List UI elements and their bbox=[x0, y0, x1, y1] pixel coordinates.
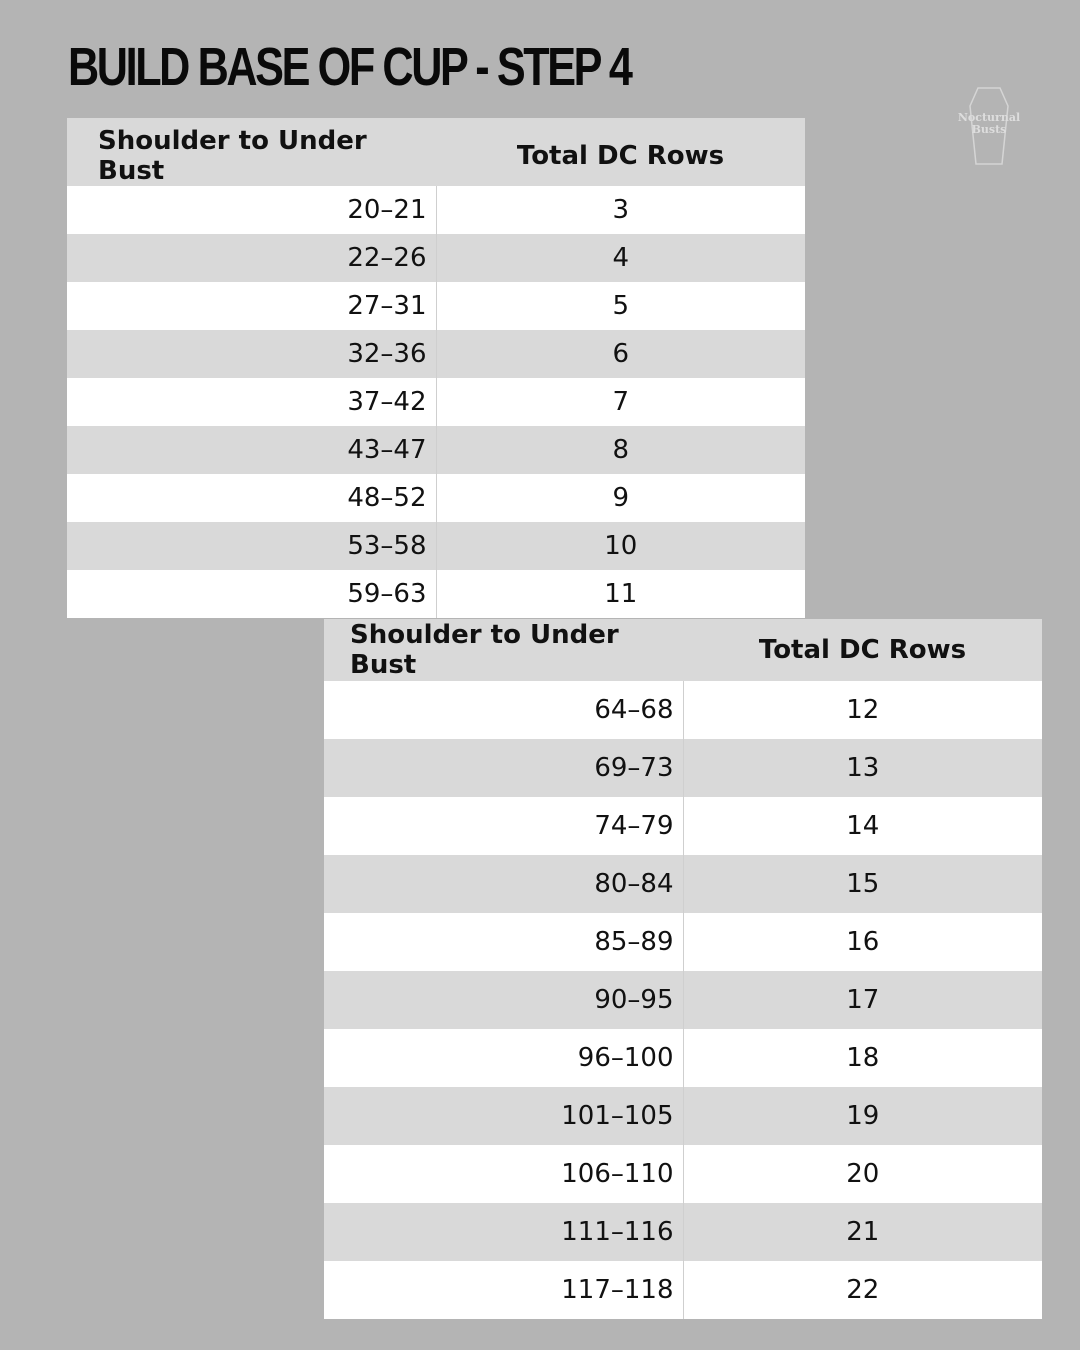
dc-row-count: 7 bbox=[436, 378, 805, 426]
dc-row-count: 5 bbox=[436, 282, 805, 330]
measurement-range: 117–118 bbox=[324, 1261, 683, 1319]
table-row bbox=[67, 234, 805, 282]
dc-row-count: 13 bbox=[683, 739, 1042, 797]
measurement-range: 32–36 bbox=[67, 330, 436, 378]
dc-row-count: 17 bbox=[683, 971, 1042, 1029]
dc-row-count: 15 bbox=[683, 855, 1042, 913]
table-row bbox=[67, 330, 805, 378]
column-header-total-dc-rows: Total DC Rows bbox=[436, 118, 805, 186]
column-header-total-dc-rows: Total DC Rows bbox=[683, 619, 1042, 681]
measurement-range: 96–100 bbox=[324, 1029, 683, 1087]
table-row bbox=[67, 282, 805, 330]
column-header-shoulder-to-under-bust: Shoulder to Under Bust bbox=[324, 619, 683, 681]
table-row bbox=[324, 971, 1042, 1029]
measurement-range: 111–116 bbox=[324, 1203, 683, 1261]
dc-row-count: 21 bbox=[683, 1203, 1042, 1261]
table-row bbox=[67, 426, 805, 474]
table-row bbox=[324, 681, 1042, 739]
dc-rows-table-1 bbox=[67, 118, 805, 618]
measurement-range: 27–31 bbox=[67, 282, 436, 330]
dc-rows-table-2 bbox=[324, 619, 1042, 1319]
dc-row-count: 4 bbox=[436, 234, 805, 282]
table-row bbox=[324, 1087, 1042, 1145]
dc-row-count: 6 bbox=[436, 330, 805, 378]
table-row bbox=[324, 797, 1042, 855]
dc-row-count: 10 bbox=[436, 522, 805, 570]
dc-row-count: 20 bbox=[683, 1145, 1042, 1203]
table-row bbox=[67, 522, 805, 570]
dc-row-count: 14 bbox=[683, 797, 1042, 855]
dc-row-count: 3 bbox=[436, 186, 805, 234]
table-row bbox=[67, 570, 805, 618]
dc-row-count: 8 bbox=[436, 426, 805, 474]
brand-logo-watermark bbox=[948, 84, 1030, 168]
measurement-range: 74–79 bbox=[324, 797, 683, 855]
table-row bbox=[324, 1261, 1042, 1319]
table-row bbox=[324, 1029, 1042, 1087]
measurement-range: 20–21 bbox=[67, 186, 436, 234]
measurement-range: 69–73 bbox=[324, 739, 683, 797]
measurement-range: 85–89 bbox=[324, 913, 683, 971]
dc-row-count: 16 bbox=[683, 913, 1042, 971]
measurement-range: 101–105 bbox=[324, 1087, 683, 1145]
measurement-range: 37–42 bbox=[67, 378, 436, 426]
brand-logo-text bbox=[948, 112, 1030, 136]
table-row bbox=[324, 739, 1042, 797]
dc-row-count: 18 bbox=[683, 1029, 1042, 1087]
dc-row-count: 12 bbox=[683, 681, 1042, 739]
table-row bbox=[324, 913, 1042, 971]
dc-row-count: 9 bbox=[436, 474, 805, 522]
measurement-range: 43–47 bbox=[67, 426, 436, 474]
table-row bbox=[67, 186, 805, 234]
table-row bbox=[67, 474, 805, 522]
dc-row-count: 19 bbox=[683, 1087, 1042, 1145]
table-row bbox=[67, 378, 805, 426]
table-row bbox=[324, 855, 1042, 913]
brand-logo-line2: Busts bbox=[971, 123, 1007, 136]
measurement-range: 90–95 bbox=[324, 971, 683, 1029]
measurement-range: 80–84 bbox=[324, 855, 683, 913]
table-header-row bbox=[324, 619, 1042, 681]
measurement-range: 53–58 bbox=[67, 522, 436, 570]
measurement-range: 106–110 bbox=[324, 1145, 683, 1203]
measurement-range: 64–68 bbox=[324, 681, 683, 739]
column-header-shoulder-to-under-bust: Shoulder to Under Bust bbox=[67, 118, 436, 186]
dc-row-count: 22 bbox=[683, 1261, 1042, 1319]
brand-logo-line1: Nocturnal bbox=[957, 111, 1021, 124]
page-title: BUILD BASE OF CUP - STEP 4 bbox=[68, 37, 631, 97]
measurement-range: 22–26 bbox=[67, 234, 436, 282]
table-header-row bbox=[67, 118, 805, 186]
table-row bbox=[324, 1145, 1042, 1203]
measurement-range: 48–52 bbox=[67, 474, 436, 522]
measurement-range: 59–63 bbox=[67, 570, 436, 618]
dc-row-count: 11 bbox=[436, 570, 805, 618]
table-row bbox=[324, 1203, 1042, 1261]
